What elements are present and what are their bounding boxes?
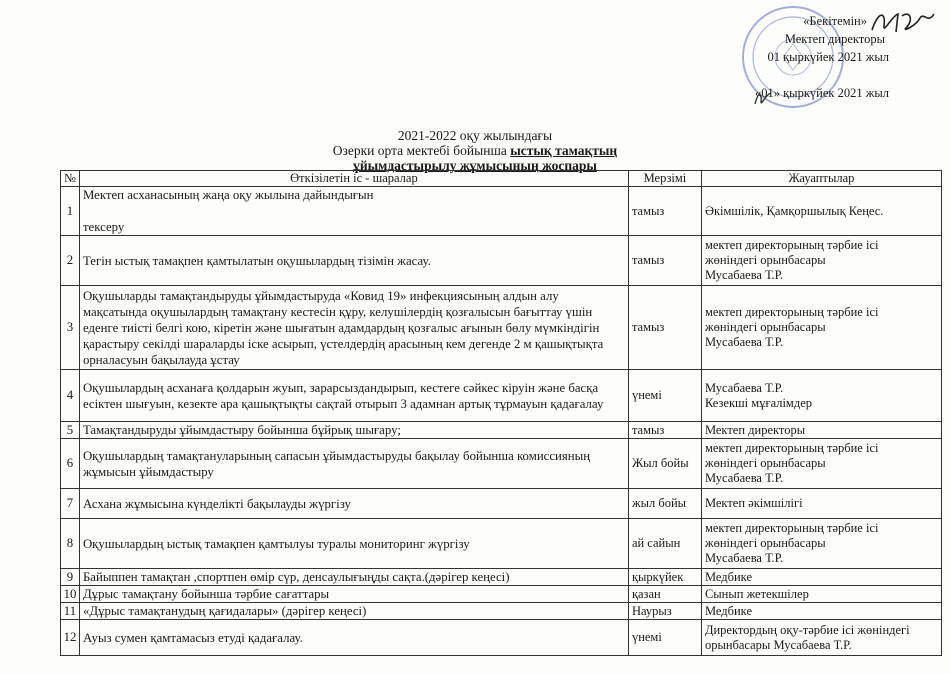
row-number: 8 — [61, 519, 80, 569]
heading-school — [0, 143, 950, 158]
row-number: 4 — [61, 370, 80, 422]
row-activity: Оқушылардың тамақтануларының сапасын ұйымдастыруды бақылау бойынша комиссияның жұмысын ұйымдастыру — [79, 439, 628, 489]
row-responsible: Мектеп директоры — [701, 422, 941, 439]
header-number: № — [61, 171, 80, 187]
row-term: Жыл бойы — [628, 439, 701, 489]
row-number: 2 — [61, 236, 80, 286]
row-term: қазан — [628, 586, 701, 603]
document-heading — [0, 128, 950, 173]
approval-date-signed: «01» қыркүйек 2021 жыл — [754, 86, 889, 100]
row-activity: Дұрыс тамақтану бойынша тәрбие сағаттары — [79, 586, 628, 603]
row-activity: Байыппен тамақтан ,спортпен өмір сүр, денсаулығыңды сақта.(дәрігер кеңесі) — [79, 569, 628, 586]
row-term: тамыз — [628, 236, 701, 286]
table-row — [61, 489, 942, 519]
row-number: 1 — [61, 187, 80, 236]
approval-date: 01 қыркүйек 2021 жыл — [767, 50, 889, 64]
row-activity: Ауыз сумен қамтамасыз етуді қадағалау. — [79, 620, 628, 656]
row-term: тамыз — [628, 187, 701, 236]
table-row — [61, 620, 942, 656]
row-number: 11 — [61, 603, 80, 620]
plan-table — [60, 170, 942, 656]
approval-block — [740, 12, 945, 102]
row-term: тамыз — [628, 286, 701, 370]
table-row — [61, 422, 942, 439]
approval-title: «Бекітемін» — [803, 14, 867, 28]
row-activity: Оқушылардың ыстық тамақпен қамтылуы туралы мониторинг жүргізу — [79, 519, 628, 569]
table-row — [61, 439, 942, 489]
row-activity: Оқушылардың асханаға қолдарын жуып, зарарсыздандырып, кестеге сәйкес кіруін және басқа есіктен шығуын, кезекте ара қашықтықты сақтай отырып 3 адамнан артық тұрмауын қадағалау — [79, 370, 628, 422]
table-row — [61, 569, 942, 586]
row-term: Наурыз — [628, 603, 701, 620]
header-term: Мерзімі — [628, 171, 701, 187]
header-responsible: Жауаптылар — [701, 171, 941, 187]
row-term: үнемі — [628, 370, 701, 422]
table-row — [61, 187, 942, 236]
row-activity: Тегін ыстық тамақпен қамтылатын оқушылардың тізімін жасау. — [79, 236, 628, 286]
row-term: ай сайын — [628, 519, 701, 569]
row-responsible: мектеп директорының тәрбие ісі жөніндегі орынбасары Мусабаева Т.Р. — [701, 519, 941, 569]
row-number: 5 — [61, 422, 80, 439]
table-row — [61, 370, 942, 422]
row-responsible: Медбике — [701, 569, 941, 586]
row-activity: Оқушыларды тамақтандыруды ұйымдастыруда «Ковид 19» инфекциясының алдын алу мақсатында оқушылардың тамақтану кестесін құру, келушілердің қозғалысын бағыттау үшін еденге тиісті белгі кою, кіретін және шығатын адамдардың қозғалыс ағынын бөлу мүмкіндігін қарастыру секілді шараларды іске асырып, үстелдердің арасының кем дегенде 2 м қашықтықта орналасуын бақылауда ұстау — [79, 286, 628, 370]
row-number: 12 — [61, 620, 80, 656]
row-activity: Тамақтандыруды ұйымдастыру бойынша бұйрық шығару; — [79, 422, 628, 439]
table-row — [61, 603, 942, 620]
row-activity: Асхана жұмысына күнделікті бақылауды жүргізу — [79, 489, 628, 519]
heading-plan-title: ұйымдастырылу жұмысының жоспары — [353, 158, 597, 173]
row-number: 9 — [61, 569, 80, 586]
row-responsible: Әкімшілік, Қамқоршылық Кеңес. — [701, 187, 941, 236]
row-number: 7 — [61, 489, 80, 519]
table-row — [61, 236, 942, 286]
row-responsible: Мектеп әкімшілігі — [701, 489, 941, 519]
table-row — [61, 586, 942, 603]
row-responsible: мектеп директорының тәрбие ісі жөніндегі орынбасары Мусабаева Т.Р. — [701, 236, 941, 286]
row-responsible: мектеп директорының тәрбие ісі жөніндегі орынбасары Мусабаева Т.Р. — [701, 286, 941, 370]
table-row — [61, 286, 942, 370]
row-responsible: мектеп директорының тәрбие ісі жөніндегі орынбасары Мусабаева Т.Р. — [701, 439, 941, 489]
row-term: тамыз — [628, 422, 701, 439]
row-number: 6 — [61, 439, 80, 489]
row-responsible: Директордың оқу-тәрбие ісі жөніндегі орынбасары Мусабаева Т.Р. — [701, 620, 941, 656]
row-activity: «Дұрыс тамақтанудың қағидалары» (дәрігер кеңесі) — [79, 603, 628, 620]
row-responsible: Медбике — [701, 603, 941, 620]
row-term: үнемі — [628, 620, 701, 656]
header-activity: Өткізілетін іс - шаралар — [79, 171, 628, 187]
row-term: жыл бойы — [628, 489, 701, 519]
heading-school-prefix: Озерки орта мектебі бойынша — [332, 143, 511, 158]
heading-year: 2021-2022 оқу жылындағы — [397, 128, 553, 143]
table-row — [61, 519, 942, 569]
table-header-row — [61, 171, 942, 187]
row-term: қыркүйек — [628, 569, 701, 586]
heading-school-bold: ыстық тамақтың — [510, 143, 618, 158]
row-activity: Мектеп асханасының жаңа оқу жылына дайындығын тексеру — [79, 187, 628, 236]
row-responsible: Сынып жетекшілер — [701, 586, 941, 603]
row-responsible: Мусабаева Т.Р. Кезекші мұғалімдер — [701, 370, 941, 422]
approval-position: Мектеп директоры — [784, 32, 885, 46]
row-number: 10 — [61, 586, 80, 603]
row-number: 3 — [61, 286, 80, 370]
